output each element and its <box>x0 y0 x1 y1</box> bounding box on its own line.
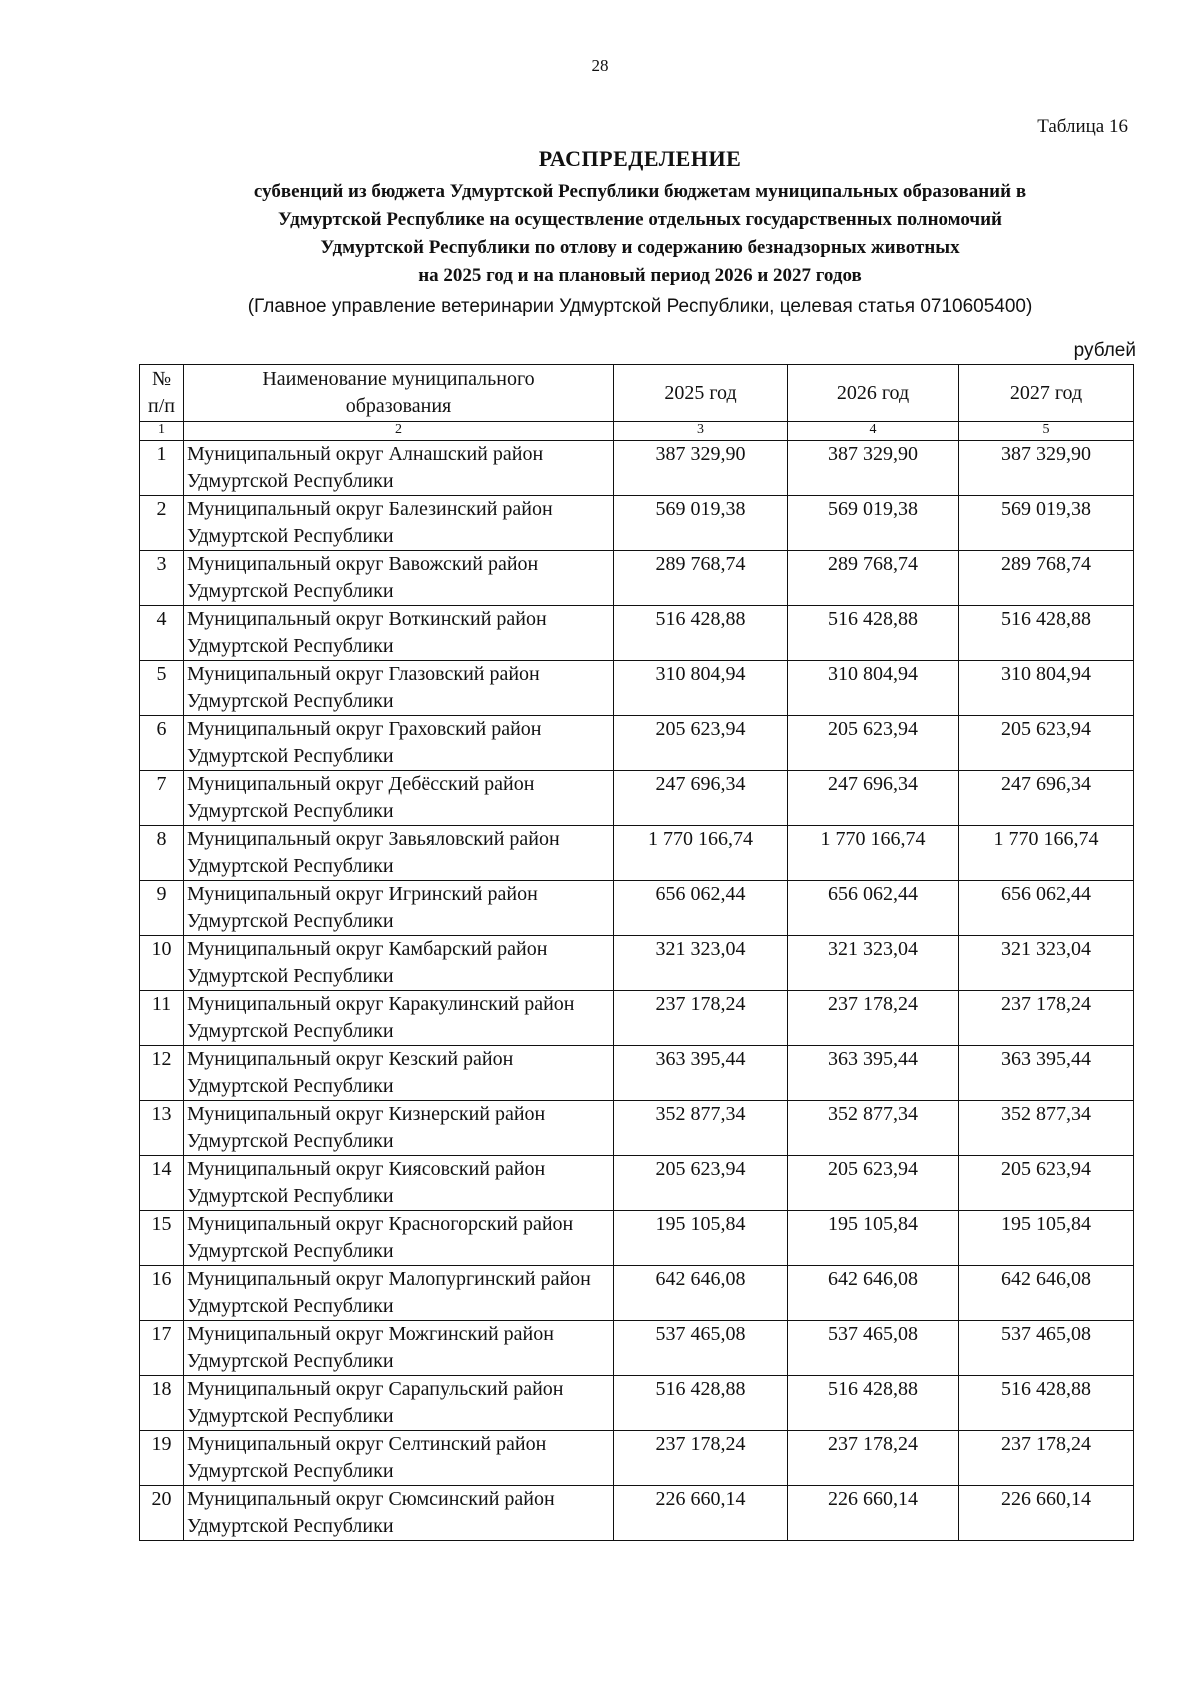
row-number: 2 <box>140 496 184 551</box>
header-number-line1: № <box>151 368 172 390</box>
row-number: 14 <box>140 1156 184 1211</box>
amount-2026: 642 646,08 <box>788 1266 959 1321</box>
municipality-name: Муниципальный округ Малопургинский район Удмуртской Республики <box>184 1266 614 1321</box>
amount-2026: 289 768,74 <box>788 551 959 606</box>
amount-2025: 516 428,88 <box>614 606 788 661</box>
header-name-line2: образования <box>345 395 452 417</box>
amount-2025: 237 178,24 <box>614 991 788 1046</box>
header-2027: 2027 год <box>959 365 1134 422</box>
table-row <box>140 441 1134 496</box>
amount-2026: 321 323,04 <box>788 936 959 991</box>
column-number: 5 <box>959 422 1134 441</box>
amount-2027: 352 877,34 <box>959 1101 1134 1156</box>
header-number <box>140 365 184 422</box>
amount-2027: 226 660,14 <box>959 1486 1134 1541</box>
row-number: 4 <box>140 606 184 661</box>
table-row <box>140 1101 1134 1156</box>
column-number: 1 <box>140 422 184 441</box>
row-number: 17 <box>140 1321 184 1376</box>
table-row <box>140 1321 1134 1376</box>
amount-2025: 247 696,34 <box>614 771 788 826</box>
header-2026: 2026 год <box>788 365 959 422</box>
header-name-line1: Наименование муниципального <box>262 368 535 390</box>
page-number: 28 <box>591 56 609 75</box>
amount-2027: 205 623,94 <box>959 716 1134 771</box>
row-number: 9 <box>140 881 184 936</box>
amount-2027: 205 623,94 <box>959 1156 1134 1211</box>
municipality-name: Муниципальный округ Сюмсинский район Удмуртской Республики <box>184 1486 614 1541</box>
municipality-name: Муниципальный округ Граховский район Удмуртской Республики <box>184 716 614 771</box>
row-number: 11 <box>140 991 184 1046</box>
amount-2026: 352 877,34 <box>788 1101 959 1156</box>
amount-2027: 363 395,44 <box>959 1046 1134 1101</box>
table-row <box>140 1046 1134 1101</box>
header-number-line2: п/п <box>148 395 175 417</box>
municipality-name: Муниципальный округ Красногорский район Удмуртской Республики <box>184 1211 614 1266</box>
row-number: 10 <box>140 936 184 991</box>
document-title: РАСПРЕДЕЛЕНИЕ <box>538 146 742 171</box>
amount-2025: 289 768,74 <box>614 551 788 606</box>
table-row <box>140 771 1134 826</box>
row-number: 5 <box>140 661 184 716</box>
table-row <box>140 936 1134 991</box>
municipality-name: Муниципальный округ Камбарский район Удмуртской Республики <box>184 936 614 991</box>
table-row <box>140 661 1134 716</box>
amount-2025: 205 623,94 <box>614 1156 788 1211</box>
row-number: 7 <box>140 771 184 826</box>
row-number: 3 <box>140 551 184 606</box>
amount-2025: 363 395,44 <box>614 1046 788 1101</box>
municipality-name: Муниципальный округ Селтинский район Удмуртской Республики <box>184 1431 614 1486</box>
table-row <box>140 1486 1134 1541</box>
amount-2027: 247 696,34 <box>959 771 1134 826</box>
subtitle-line: Удмуртской Республике на осуществление отдельных государственных полномочий <box>278 209 1002 230</box>
municipality-name: Муниципальный округ Киясовский район Удмуртской Республики <box>184 1156 614 1211</box>
amount-2025: 205 623,94 <box>614 716 788 771</box>
amount-2026: 516 428,88 <box>788 1376 959 1431</box>
column-number: 4 <box>788 422 959 441</box>
units-label: рублей <box>1073 340 1136 361</box>
amount-2027: 321 323,04 <box>959 936 1134 991</box>
table-row <box>140 716 1134 771</box>
row-number: 1 <box>140 441 184 496</box>
table-row <box>140 606 1134 661</box>
amount-2027: 289 768,74 <box>959 551 1134 606</box>
table-row <box>140 1266 1134 1321</box>
row-number: 6 <box>140 716 184 771</box>
amount-2027: 310 804,94 <box>959 661 1134 716</box>
municipality-name: Муниципальный округ Воткинский район Удмуртской Республики <box>184 606 614 661</box>
row-number: 20 <box>140 1486 184 1541</box>
municipality-name: Муниципальный округ Алнашский район Удмуртской Республики <box>184 441 614 496</box>
amount-2027: 656 062,44 <box>959 881 1134 936</box>
table-row <box>140 881 1134 936</box>
subtitle-line: на 2025 год и на плановый период 2026 и 2027 годов <box>418 265 862 286</box>
row-number: 13 <box>140 1101 184 1156</box>
amount-2026: 363 395,44 <box>788 1046 959 1101</box>
amount-2025: 516 428,88 <box>614 1376 788 1431</box>
table-row <box>140 1431 1134 1486</box>
amount-2027: 195 105,84 <box>959 1211 1134 1266</box>
column-number: 3 <box>614 422 788 441</box>
table-row <box>140 1211 1134 1266</box>
amount-2027: 237 178,24 <box>959 991 1134 1046</box>
municipality-name: Муниципальный округ Каракулинский район Удмуртской Республики <box>184 991 614 1046</box>
amount-2026: 247 696,34 <box>788 771 959 826</box>
document-subtitle <box>130 178 1150 290</box>
amount-2026: 516 428,88 <box>788 606 959 661</box>
amount-2027: 642 646,08 <box>959 1266 1134 1321</box>
amount-2026: 237 178,24 <box>788 991 959 1046</box>
amount-2025: 537 465,08 <box>614 1321 788 1376</box>
amount-2025: 237 178,24 <box>614 1431 788 1486</box>
amount-2027: 569 019,38 <box>959 496 1134 551</box>
amount-2027: 516 428,88 <box>959 606 1134 661</box>
distribution-table <box>139 364 1134 1541</box>
amount-2026: 310 804,94 <box>788 661 959 716</box>
subtitle-line: субвенций из бюджета Удмуртской Республики бюджетам муниципальных образований в <box>253 181 1027 202</box>
row-number: 12 <box>140 1046 184 1101</box>
amount-2026: 569 019,38 <box>788 496 959 551</box>
row-number: 8 <box>140 826 184 881</box>
row-number: 15 <box>140 1211 184 1266</box>
municipality-name: Муниципальный округ Завьяловский район Удмуртской Республики <box>184 826 614 881</box>
table-row <box>140 496 1134 551</box>
municipality-name: Муниципальный округ Дебёсский район Удмуртской Республики <box>184 771 614 826</box>
amount-2025: 387 329,90 <box>614 441 788 496</box>
amount-2026: 537 465,08 <box>788 1321 959 1376</box>
source-note: (Главное управление ветеринарии Удмуртской Республики, целевая статья 0710605400) <box>247 296 1033 317</box>
amount-2027: 387 329,90 <box>959 441 1134 496</box>
table-row <box>140 1156 1134 1211</box>
municipality-name: Муниципальный округ Игринский район Удмуртской Республики <box>184 881 614 936</box>
row-number: 18 <box>140 1376 184 1431</box>
amount-2027: 537 465,08 <box>959 1321 1134 1376</box>
amount-2026: 237 178,24 <box>788 1431 959 1486</box>
table-row <box>140 826 1134 881</box>
amount-2026: 226 660,14 <box>788 1486 959 1541</box>
amount-2027: 237 178,24 <box>959 1431 1134 1486</box>
amount-2026: 205 623,94 <box>788 716 959 771</box>
table-row <box>140 551 1134 606</box>
header-name <box>184 365 614 422</box>
row-number: 16 <box>140 1266 184 1321</box>
amount-2025: 226 660,14 <box>614 1486 788 1541</box>
amount-2026: 656 062,44 <box>788 881 959 936</box>
municipality-name: Муниципальный округ Глазовский район Удмуртской Республики <box>184 661 614 716</box>
amount-2025: 352 877,34 <box>614 1101 788 1156</box>
amount-2025: 656 062,44 <box>614 881 788 936</box>
column-number: 2 <box>184 422 614 441</box>
column-number-row <box>140 422 1134 441</box>
municipality-name: Муниципальный округ Можгинский район Удмуртской Республики <box>184 1321 614 1376</box>
subtitle-line: Удмуртской Республики по отлову и содержанию безнадзорных животных <box>320 237 960 258</box>
amount-2025: 1 770 166,74 <box>614 826 788 881</box>
amount-2025: 642 646,08 <box>614 1266 788 1321</box>
amount-2026: 1 770 166,74 <box>788 826 959 881</box>
row-number: 19 <box>140 1431 184 1486</box>
municipality-name: Муниципальный округ Балезинский район Удмуртской Республики <box>184 496 614 551</box>
table-row <box>140 991 1134 1046</box>
amount-2026: 195 105,84 <box>788 1211 959 1266</box>
amount-2026: 387 329,90 <box>788 441 959 496</box>
header-2025: 2025 год <box>614 365 788 422</box>
table-header-row <box>140 365 1134 422</box>
amount-2025: 321 323,04 <box>614 936 788 991</box>
amount-2026: 205 623,94 <box>788 1156 959 1211</box>
table-row <box>140 1376 1134 1431</box>
amount-2027: 1 770 166,74 <box>959 826 1134 881</box>
municipality-name: Муниципальный округ Кезский район Удмуртской Республики <box>184 1046 614 1101</box>
amount-2025: 569 019,38 <box>614 496 788 551</box>
municipality-name: Муниципальный округ Сарапульский район Удмуртской Республики <box>184 1376 614 1431</box>
municipality-name: Муниципальный округ Вавожский район Удмуртской Республики <box>184 551 614 606</box>
municipality-name: Муниципальный округ Кизнерский район Удмуртской Республики <box>184 1101 614 1156</box>
amount-2025: 195 105,84 <box>614 1211 788 1266</box>
amount-2027: 516 428,88 <box>959 1376 1134 1431</box>
amount-2025: 310 804,94 <box>614 661 788 716</box>
table-label: Таблица 16 <box>1037 116 1128 137</box>
